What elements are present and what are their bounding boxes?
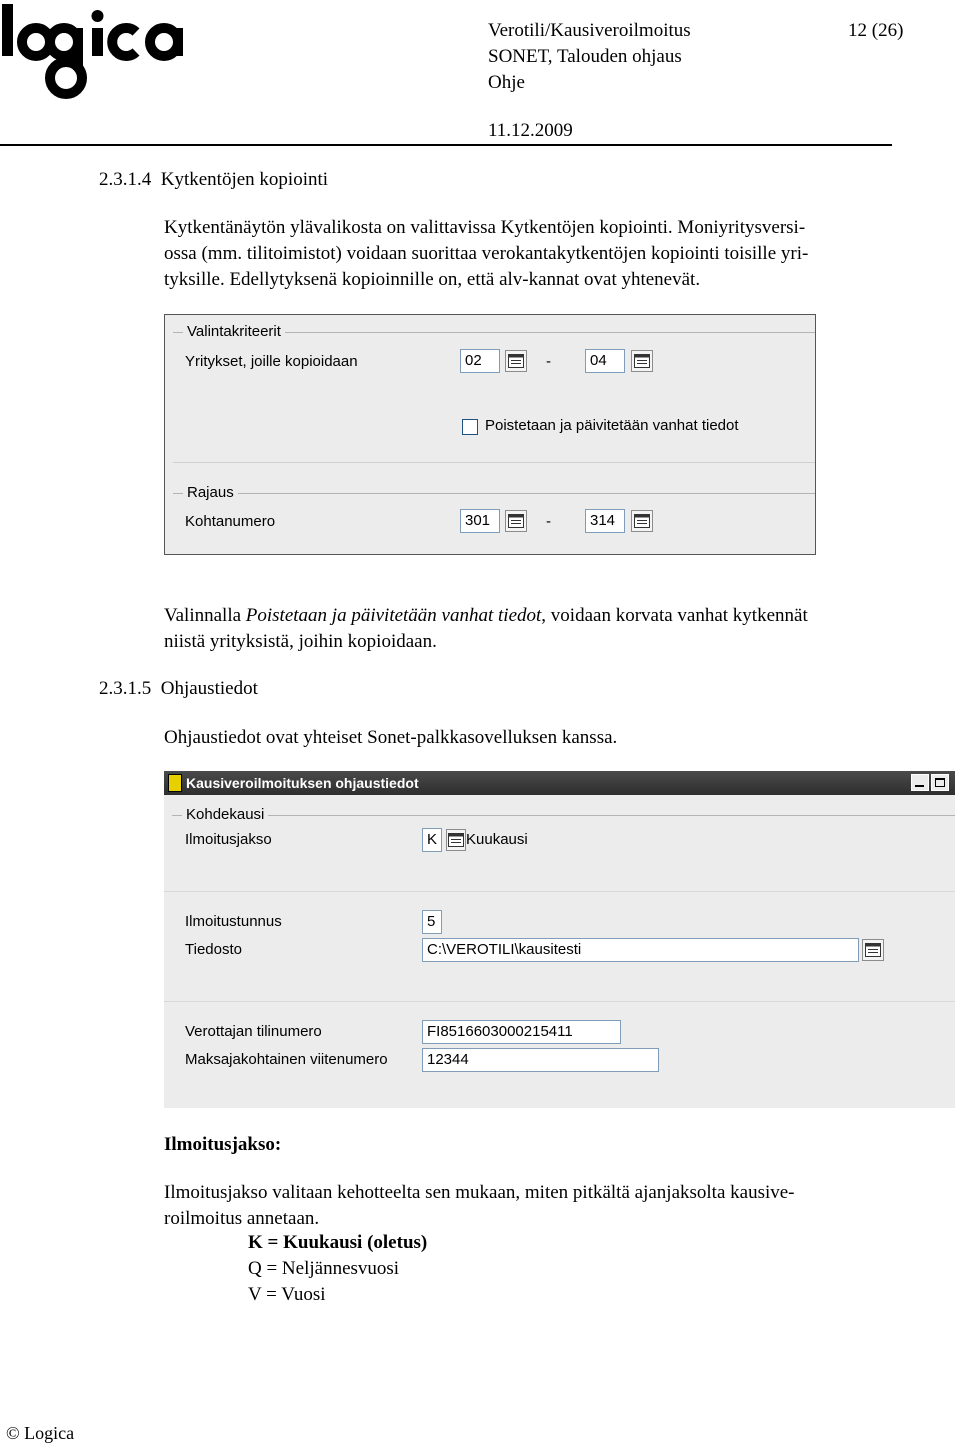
app-icon [168,774,182,792]
replace-old-label: Poistetaan ja päivitetään vanhat tiedot [485,417,739,434]
group-border-top [173,462,815,463]
list-icon [634,514,650,528]
explanation-text: Valinnalla [164,605,246,626]
item-number-label: Kohtanumero [185,513,276,530]
window-titlebar [164,771,955,795]
range-dash: - [546,513,551,530]
logo-graphic [0,2,190,102]
explanation-line [164,603,944,629]
period-code-input[interactable]: K [422,828,442,852]
paragraph-line: Kytkentänäytön ylävalikosta on valittavissa Kytkentöjen kopiointi. Moniyritysversi- [164,217,806,238]
company-to-input[interactable]: 04 [585,349,625,373]
header-rule [0,144,892,146]
list-icon [634,354,650,368]
window-title: Kausiveroilmoituksen ohjaustiedot [186,775,419,791]
file-label: Tiedosto [185,941,242,958]
tax-account-input[interactable]: FI8516603000215411 [422,1020,621,1044]
reference-number-label: Maksajakohtainen viitenumero [185,1051,388,1068]
replace-option-explanation [164,603,944,655]
period-line: Ilmoitusjakso valitaan kehotteelta sen mukaan, miten pitkältä ajanjaksolta kausive- [164,1182,795,1203]
period-lookup-button[interactable] [446,829,466,851]
period-label: Ilmoitusjakso [185,831,272,848]
group-title-target-period: Kohdekausi [182,806,268,823]
reference-number-input[interactable]: 12344 [422,1048,659,1072]
list-icon [865,943,881,957]
control-paragraph: Ohjaustiedot ovat yhteiset Sonet-palkkasovelluksen kanssa. [164,727,618,748]
company-to-lookup-button[interactable] [631,350,653,372]
explanation-italic: Poistetaan ja päivitetään vanhat tiedot [245,605,542,626]
minimize-button[interactable] [911,774,929,791]
item-to-input[interactable]: 314 [585,509,625,533]
section-paragraph [164,215,934,293]
page-number: 12 (26) [848,20,904,41]
explanation-line: niistä yrityksistä, joihin kopioidaan. [164,631,437,652]
section-heading-control: 2.3.1.5 Ohjaustiedot [99,678,258,699]
group-separator [164,891,955,892]
list-icon [508,514,524,528]
copy-links-screenshot [164,314,816,555]
section-heading-copy: 2.3.1.4 Kytkentöjen kopiointi [99,169,329,190]
report-id-label: Ilmoitustunnus [185,913,282,930]
company-from-input[interactable]: 02 [460,349,500,373]
doc-date: 11.12.2009 [488,120,573,141]
group-title-criteria: Valintakriteerit [183,323,285,340]
group-border-top [173,493,815,494]
footer-copyright: © Logica [6,1423,75,1443]
paragraph-line: tyksille. Edellytyksenä kopioinnille on, että alv-kannat ovat yhtenevät. [164,269,701,290]
item-from-lookup-button[interactable] [505,510,527,532]
option-monthly: K = Kuukausi (oletus) [248,1232,428,1253]
list-icon [448,833,464,847]
item-to-lookup-button[interactable] [631,510,653,532]
period-line: roilmoitus annetaan. [164,1208,320,1229]
period-options [248,1230,427,1308]
control-data-screenshot [164,771,955,1108]
doc-subtitle: SONET, Talouden ohjaus [488,46,682,67]
period-heading: Ilmoitusjakso: [164,1134,282,1155]
paragraph-line: ossa (mm. tilitoimistot) voidaan suorittaa verokantakytkentöjen kopiointi toisille yri- [164,243,809,264]
explanation-text: , voidaan korvata vanhat kytkennät [541,605,808,626]
report-id-input[interactable]: 5 [422,910,442,934]
replace-old-checkbox[interactable] [462,419,478,435]
group-separator [164,1001,955,1002]
option-yearly: V = Vuosi [248,1284,326,1305]
group-title-restriction: Rajaus [183,484,238,501]
option-quarterly: Q = Neljännesvuosi [248,1258,400,1279]
logica-logo [0,2,190,102]
maximize-button[interactable] [931,774,949,791]
period-name: Kuukausi [466,831,528,848]
group-border-top [172,815,955,816]
file-path-input[interactable]: C:\VEROTILI\kausitesti [422,938,859,962]
doc-type: Ohje [488,72,525,93]
company-from-lookup-button[interactable] [505,350,527,372]
list-icon [508,354,524,368]
file-browse-button[interactable] [862,939,884,961]
tax-account-label: Verottajan tilinumero [185,1023,322,1040]
period-explanation [164,1180,944,1232]
companies-label: Yritykset, joille kopioidaan [185,353,358,370]
doc-title: Verotili/Kausiveroilmoitus [488,20,691,41]
item-from-input[interactable]: 301 [460,509,500,533]
range-dash: - [546,353,551,370]
